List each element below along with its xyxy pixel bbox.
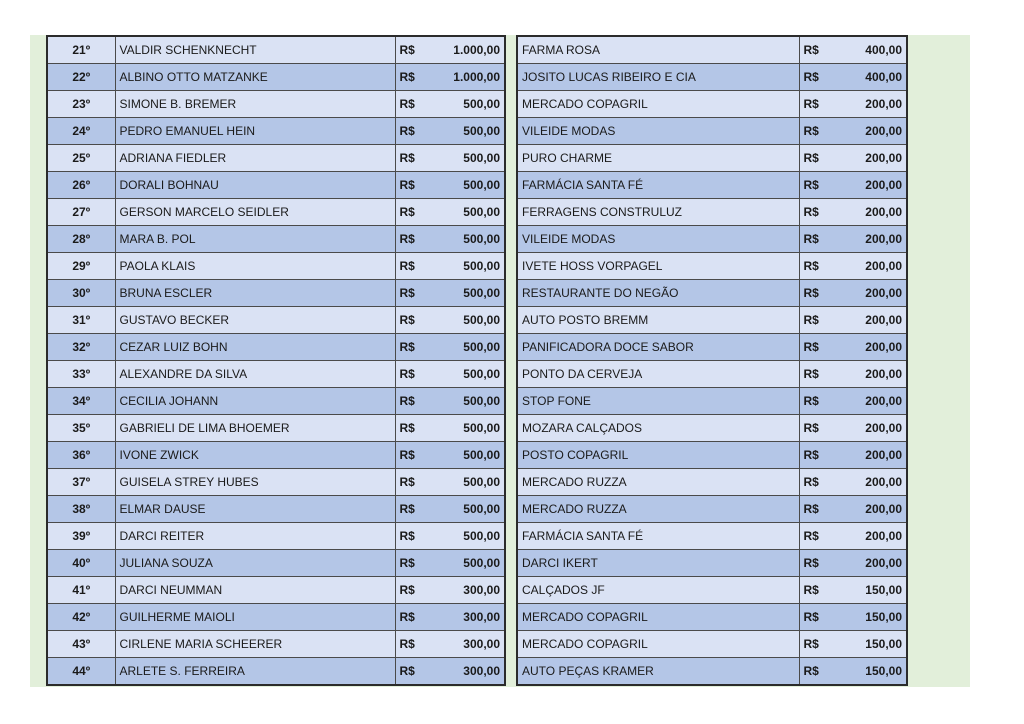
sponsor-amount-cell: 200,00	[831, 415, 907, 442]
sponsor-name-cell: STOP FONE	[517, 388, 799, 415]
currency-cell: R$	[799, 199, 831, 226]
rank-cell: 42º	[47, 604, 115, 631]
winner-amount-cell: 300,00	[427, 604, 505, 631]
winner-row	[47, 280, 505, 307]
winner-name-cell: GABRIELI DE LIMA BHOEMER	[115, 415, 395, 442]
winner-amount-cell: 500,00	[427, 415, 505, 442]
currency-cell: R$	[799, 172, 831, 199]
winner-row	[47, 577, 505, 604]
sponsor-name-cell: VILEIDE MODAS	[517, 118, 799, 145]
sponsor-row	[517, 145, 907, 172]
winner-row	[47, 226, 505, 253]
sponsor-name-cell: FARMA ROSA	[517, 36, 799, 64]
currency-cell: R$	[395, 523, 427, 550]
winner-row	[47, 604, 505, 631]
sponsor-amount-cell: 200,00	[831, 388, 907, 415]
sponsor-name-cell: MOZARA CALÇADOS	[517, 415, 799, 442]
sponsor-row	[517, 334, 907, 361]
winner-amount-cell: 500,00	[427, 442, 505, 469]
sponsor-row	[517, 361, 907, 388]
currency-cell: R$	[395, 199, 427, 226]
rank-cell: 41º	[47, 577, 115, 604]
sponsor-name-cell: MERCADO COPAGRIL	[517, 604, 799, 631]
winner-amount-cell: 500,00	[427, 334, 505, 361]
winner-amount-cell: 500,00	[427, 388, 505, 415]
winner-amount-cell: 500,00	[427, 361, 505, 388]
winner-row	[47, 523, 505, 550]
winners-table	[46, 35, 506, 686]
winner-amount-cell: 500,00	[427, 172, 505, 199]
currency-cell: R$	[799, 658, 831, 686]
currency-cell: R$	[799, 36, 831, 64]
winner-name-cell: ALEXANDRE DA SILVA	[115, 361, 395, 388]
currency-cell: R$	[395, 361, 427, 388]
sponsor-amount-cell: 150,00	[831, 658, 907, 686]
winner-amount-cell: 500,00	[427, 496, 505, 523]
winner-row	[47, 118, 505, 145]
currency-cell: R$	[799, 523, 831, 550]
winner-name-cell: DORALI BOHNAU	[115, 172, 395, 199]
currency-cell: R$	[799, 253, 831, 280]
sponsor-row	[517, 280, 907, 307]
winner-row	[47, 253, 505, 280]
currency-cell: R$	[395, 36, 427, 64]
sponsor-row	[517, 307, 907, 334]
currency-cell: R$	[799, 496, 831, 523]
sponsor-amount-cell: 200,00	[831, 334, 907, 361]
winner-amount-cell: 500,00	[427, 118, 505, 145]
sponsor-amount-cell: 200,00	[831, 307, 907, 334]
winner-amount-cell: 500,00	[427, 523, 505, 550]
sponsor-name-cell: FARMÁCIA SANTA FÉ	[517, 523, 799, 550]
sponsor-row	[517, 226, 907, 253]
rank-cell: 24º	[47, 118, 115, 145]
sponsor-name-cell: POSTO COPAGRIL	[517, 442, 799, 469]
sponsor-name-cell: PANIFICADORA DOCE SABOR	[517, 334, 799, 361]
currency-cell: R$	[395, 91, 427, 118]
sponsor-row	[517, 172, 907, 199]
sponsor-amount-cell: 200,00	[831, 253, 907, 280]
rank-cell: 38º	[47, 496, 115, 523]
winner-name-cell: GUSTAVO BECKER	[115, 307, 395, 334]
currency-cell: R$	[799, 631, 831, 658]
winner-name-cell: BRUNA ESCLER	[115, 280, 395, 307]
winner-name-cell: MARA B. POL	[115, 226, 395, 253]
currency-cell: R$	[799, 469, 831, 496]
sponsor-row	[517, 253, 907, 280]
currency-cell: R$	[799, 334, 831, 361]
sponsors-table	[516, 35, 908, 686]
sponsor-amount-cell: 200,00	[831, 361, 907, 388]
winner-row	[47, 334, 505, 361]
sponsor-row	[517, 658, 907, 686]
winner-name-cell: GUISELA STREY HUBES	[115, 469, 395, 496]
sponsor-row	[517, 442, 907, 469]
rank-cell: 37º	[47, 469, 115, 496]
winner-amount-cell: 300,00	[427, 577, 505, 604]
winner-name-cell: DARCI REITER	[115, 523, 395, 550]
sponsor-name-cell: FERRAGENS CONSTRULUZ	[517, 199, 799, 226]
currency-cell: R$	[395, 226, 427, 253]
sponsor-amount-cell: 200,00	[831, 118, 907, 145]
winner-amount-cell: 500,00	[427, 91, 505, 118]
sponsor-name-cell: MERCADO COPAGRIL	[517, 631, 799, 658]
currency-cell: R$	[395, 442, 427, 469]
currency-cell: R$	[799, 415, 831, 442]
rank-cell: 31º	[47, 307, 115, 334]
sponsor-amount-cell: 200,00	[831, 172, 907, 199]
sponsor-row	[517, 631, 907, 658]
winner-amount-cell: 1.000,00	[427, 36, 505, 64]
currency-cell: R$	[395, 334, 427, 361]
sponsor-row	[517, 118, 907, 145]
winner-amount-cell: 500,00	[427, 307, 505, 334]
sponsor-amount-cell: 200,00	[831, 550, 907, 577]
currency-cell: R$	[395, 388, 427, 415]
sponsor-row	[517, 523, 907, 550]
sponsor-name-cell: AUTO POSTO BREMM	[517, 307, 799, 334]
sponsor-amount-cell: 200,00	[831, 280, 907, 307]
winner-name-cell: VALDIR SCHENKNECHT	[115, 36, 395, 64]
winner-row	[47, 469, 505, 496]
sponsor-name-cell: PONTO DA CERVEJA	[517, 361, 799, 388]
currency-cell: R$	[799, 442, 831, 469]
rank-cell: 29º	[47, 253, 115, 280]
rank-cell: 32º	[47, 334, 115, 361]
sponsor-row	[517, 64, 907, 91]
currency-cell: R$	[799, 118, 831, 145]
winner-amount-cell: 500,00	[427, 226, 505, 253]
winner-name-cell: ARLETE S. FERREIRA	[115, 658, 395, 686]
sponsor-amount-cell: 200,00	[831, 226, 907, 253]
winner-amount-cell: 1.000,00	[427, 64, 505, 91]
winner-name-cell: CIRLENE MARIA SCHEERER	[115, 631, 395, 658]
currency-cell: R$	[395, 307, 427, 334]
rank-cell: 26º	[47, 172, 115, 199]
currency-cell: R$	[799, 64, 831, 91]
currency-cell: R$	[799, 91, 831, 118]
rank-cell: 25º	[47, 145, 115, 172]
rank-cell: 40º	[47, 550, 115, 577]
sponsor-name-cell: MERCADO RUZZA	[517, 469, 799, 496]
winner-amount-cell: 500,00	[427, 280, 505, 307]
currency-cell: R$	[395, 550, 427, 577]
sponsor-name-cell: MERCADO RUZZA	[517, 496, 799, 523]
sponsor-row	[517, 550, 907, 577]
winner-name-cell: GUILHERME MAIOLI	[115, 604, 395, 631]
currency-cell: R$	[799, 307, 831, 334]
sponsor-name-cell: DARCI IKERT	[517, 550, 799, 577]
winner-row	[47, 388, 505, 415]
winner-name-cell: PAOLA KLAIS	[115, 253, 395, 280]
winner-row	[47, 199, 505, 226]
sponsor-name-cell: PURO CHARME	[517, 145, 799, 172]
sponsor-amount-cell: 200,00	[831, 496, 907, 523]
winner-amount-cell: 500,00	[427, 145, 505, 172]
rank-cell: 34º	[47, 388, 115, 415]
sponsor-amount-cell: 200,00	[831, 469, 907, 496]
sponsor-name-cell: AUTO PEÇAS KRAMER	[517, 658, 799, 686]
currency-cell: R$	[395, 280, 427, 307]
currency-cell: R$	[799, 280, 831, 307]
rank-cell: 44º	[47, 658, 115, 686]
sponsor-name-cell: FARMÁCIA SANTA FÉ	[517, 172, 799, 199]
sponsor-amount-cell: 200,00	[831, 145, 907, 172]
sponsor-row	[517, 604, 907, 631]
winner-name-cell: IVONE ZWICK	[115, 442, 395, 469]
sponsor-amount-cell: 150,00	[831, 604, 907, 631]
winner-row	[47, 64, 505, 91]
winner-name-cell: JULIANA SOUZA	[115, 550, 395, 577]
currency-cell: R$	[395, 64, 427, 91]
sponsor-row	[517, 415, 907, 442]
sponsor-amount-cell: 200,00	[831, 199, 907, 226]
winner-name-cell: ADRIANA FIEDLER	[115, 145, 395, 172]
sponsor-amount-cell: 150,00	[831, 631, 907, 658]
rank-cell: 30º	[47, 280, 115, 307]
winner-name-cell: GERSON MARCELO SEIDLER	[115, 199, 395, 226]
rank-cell: 27º	[47, 199, 115, 226]
currency-cell: R$	[799, 604, 831, 631]
sponsor-name-cell: MERCADO COPAGRIL	[517, 91, 799, 118]
winner-row	[47, 550, 505, 577]
winner-amount-cell: 300,00	[427, 658, 505, 686]
sponsor-amount-cell: 400,00	[831, 64, 907, 91]
currency-cell: R$	[395, 415, 427, 442]
winner-row	[47, 631, 505, 658]
rank-cell: 43º	[47, 631, 115, 658]
currency-cell: R$	[799, 226, 831, 253]
winner-name-cell: CEZAR LUIZ BOHN	[115, 334, 395, 361]
rank-cell: 28º	[47, 226, 115, 253]
rank-cell: 23º	[47, 91, 115, 118]
rank-cell: 36º	[47, 442, 115, 469]
winner-name-cell: PEDRO EMANUEL HEIN	[115, 118, 395, 145]
sponsor-amount-cell: 200,00	[831, 442, 907, 469]
currency-cell: R$	[799, 388, 831, 415]
winner-row	[47, 36, 505, 64]
winner-amount-cell: 300,00	[427, 631, 505, 658]
sponsor-name-cell: CALÇADOS JF	[517, 577, 799, 604]
winner-row	[47, 361, 505, 388]
sponsor-row	[517, 388, 907, 415]
winner-row	[47, 658, 505, 686]
sponsor-name-cell: VILEIDE MODAS	[517, 226, 799, 253]
currency-cell: R$	[395, 172, 427, 199]
currency-cell: R$	[395, 496, 427, 523]
currency-cell: R$	[395, 469, 427, 496]
winner-amount-cell: 500,00	[427, 253, 505, 280]
currency-cell: R$	[395, 658, 427, 686]
winner-amount-cell: 500,00	[427, 469, 505, 496]
currency-cell: R$	[395, 604, 427, 631]
currency-cell: R$	[799, 577, 831, 604]
winner-amount-cell: 500,00	[427, 550, 505, 577]
rank-cell: 22º	[47, 64, 115, 91]
sponsor-name-cell: JOSITO LUCAS RIBEIRO E CIA	[517, 64, 799, 91]
winner-row	[47, 442, 505, 469]
sponsor-amount-cell: 200,00	[831, 523, 907, 550]
currency-cell: R$	[799, 361, 831, 388]
currency-cell: R$	[395, 118, 427, 145]
sponsor-row	[517, 577, 907, 604]
currency-cell: R$	[395, 577, 427, 604]
currency-cell: R$	[799, 550, 831, 577]
sponsor-row	[517, 496, 907, 523]
winner-row	[47, 307, 505, 334]
rank-cell: 35º	[47, 415, 115, 442]
winner-name-cell: DARCI NEUMMAN	[115, 577, 395, 604]
winner-amount-cell: 500,00	[427, 199, 505, 226]
sponsor-name-cell: RESTAURANTE DO NEGÃO	[517, 280, 799, 307]
winner-row	[47, 172, 505, 199]
winner-name-cell: CECILIA JOHANN	[115, 388, 395, 415]
winner-name-cell: SIMONE B. BREMER	[115, 91, 395, 118]
sponsor-row	[517, 91, 907, 118]
sponsor-row	[517, 199, 907, 226]
winner-name-cell: ALBINO OTTO MATZANKE	[115, 64, 395, 91]
currency-cell: R$	[395, 145, 427, 172]
currency-cell: R$	[395, 631, 427, 658]
sponsor-row	[517, 36, 907, 64]
rank-cell: 33º	[47, 361, 115, 388]
sponsor-amount-cell: 200,00	[831, 91, 907, 118]
sponsor-amount-cell: 400,00	[831, 36, 907, 64]
winner-name-cell: ELMAR DAUSE	[115, 496, 395, 523]
winner-row	[47, 91, 505, 118]
rank-cell: 39º	[47, 523, 115, 550]
sponsor-row	[517, 469, 907, 496]
winner-row	[47, 496, 505, 523]
currency-cell: R$	[799, 145, 831, 172]
rank-cell: 21º	[47, 36, 115, 64]
sponsor-name-cell: IVETE HOSS VORPAGEL	[517, 253, 799, 280]
sponsor-amount-cell: 150,00	[831, 577, 907, 604]
winner-row	[47, 415, 505, 442]
winner-row	[47, 145, 505, 172]
currency-cell: R$	[395, 253, 427, 280]
